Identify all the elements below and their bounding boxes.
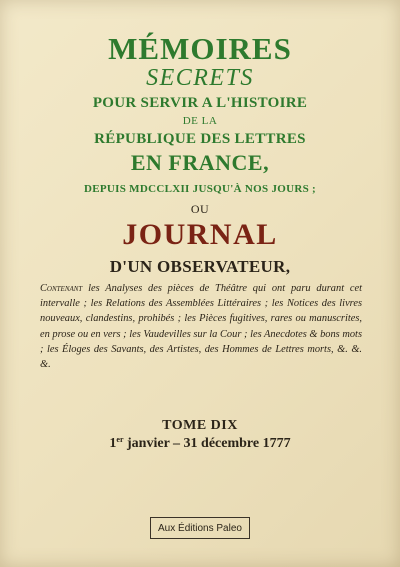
title-journal: JOURNAL [122, 218, 278, 251]
title-depuis: DEPUIS MDCCLXII JUSQU'À NOS JOURS ; [83, 183, 317, 195]
title-de-la: DE LA [182, 115, 218, 127]
title-en-france: EN FRANCE, [130, 150, 270, 175]
publisher-label: Aux Éditions Paleo [158, 522, 242, 534]
title-observateur: D'UN OBSERVATEUR, [109, 257, 291, 276]
date-rest: janvier – 31 décembre 1777 [123, 436, 291, 451]
contents-lead: Contenant [40, 283, 83, 294]
date-superscript: er [116, 435, 124, 444]
date-day: 1 [109, 436, 117, 451]
title-secrets: SECRETS [146, 65, 254, 91]
publisher-box [150, 517, 250, 539]
tome-label: TOME DIX [162, 418, 238, 433]
title-memoires: MÉMOIRES [108, 31, 292, 66]
contents-paragraph [40, 281, 362, 372]
title-republique: RÉPUBLIQUE DES LETTRES [94, 131, 306, 147]
date-range [0, 437, 400, 451]
title-pour-servir: POUR SERVIR A L'HISTOIRE [92, 95, 308, 111]
contents-text: les Analyses des pièces de Théâtre qui ont paru durant cet intervalle ; les Relations des Assemblées Littéraires ; les Notices des livres nouveaux, clandestins, prohibés ; les Pièces fugitives, rares ou manuscrites, en prose ou en vers ; les Vaudevilles sur la Cour ; les Anecdotes & bons mots ; les Éloges des Savants, des Artistes, des Hommes de Lettres morts, &. &. &. [40, 283, 362, 371]
title-ou: OU [190, 202, 210, 216]
